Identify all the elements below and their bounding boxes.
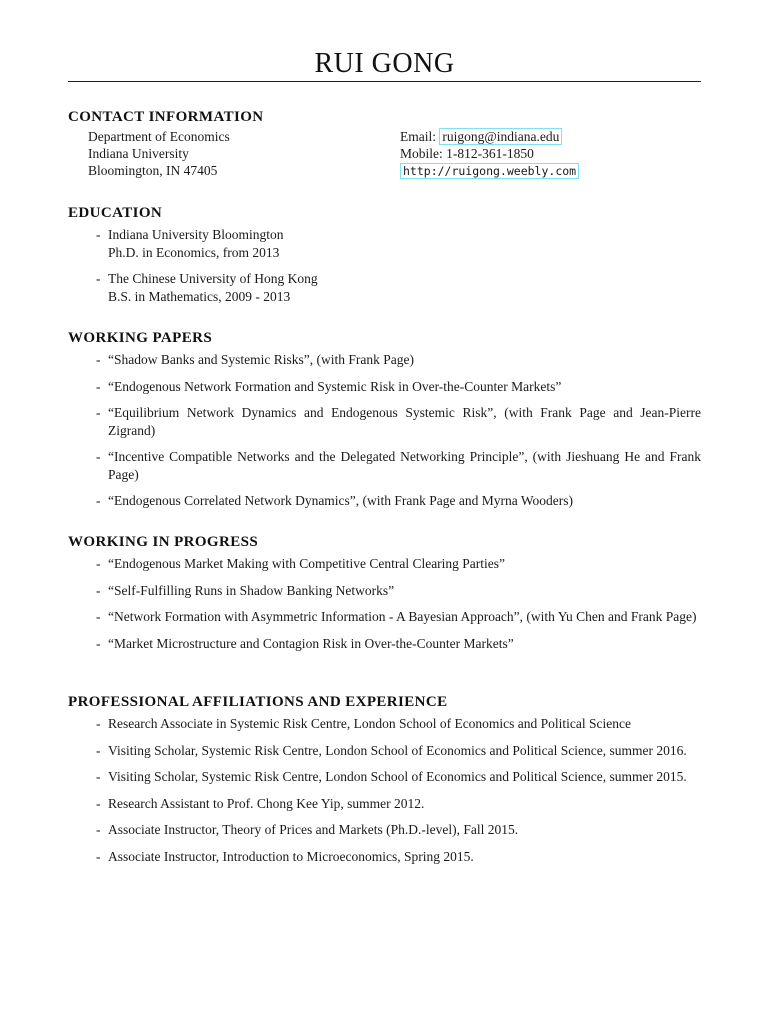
address-line: Indiana University (88, 146, 189, 161)
address-line: Bloomington, IN 47405 (88, 163, 218, 178)
paper-title: “Endogenous Market Making with Competitive Central Clearing Parties” (108, 556, 506, 571)
mobile-label: Mobile: (400, 146, 443, 161)
list-item (68, 608, 701, 626)
list-item (68, 848, 701, 866)
experience-entry: Visiting Scholar, Systemic Risk Centre, London School of Economics and Political Science, summer 2016. (108, 742, 687, 758)
list-item (68, 768, 701, 786)
paper-title: “Endogenous Network Formation and Systemic Risk in Over-the-Counter Markets” (108, 378, 562, 394)
working-papers-section (68, 328, 701, 519)
experience-entry: Research Associate in Systemic Risk Centre, London School of Economics and Political Science (108, 716, 632, 731)
list-item (68, 270, 701, 305)
education-school: The Chinese University of Hong Kong (108, 271, 318, 286)
bullet-dash: - (96, 227, 101, 242)
bullet-dash: - (96, 848, 101, 864)
experience-entry: Associate Instructor, Theory of Prices and Markets (Ph.D.-level), Fall 2015. (108, 822, 519, 837)
bullet-dash: - (96, 822, 101, 837)
website-row (400, 162, 579, 180)
mobile-value: 1-812-361-1850 (446, 146, 534, 161)
contact-details (400, 128, 579, 180)
address-line: Department of Economics (88, 129, 230, 144)
bullet-dash: - (96, 405, 101, 420)
list-item (68, 582, 701, 600)
paper-title: “Equilibrium Network Dynamics and Endogenous Systemic Risk”, (with Frank Page and Jean-Pierre Zigrand) (108, 405, 701, 438)
paper-title: “Shadow Banks and Systemic Risks”, (with Frank Page) (108, 352, 414, 367)
working-papers-heading: WORKING PAPERS (68, 330, 213, 346)
list-item (68, 795, 701, 813)
experience-entry: Research Assistant to Prof. Chong Kee Yip, summer 2012. (108, 795, 425, 811)
bullet-dash: - (96, 493, 101, 508)
list-item (68, 351, 701, 369)
title-rule (68, 81, 701, 82)
bullet-dash: - (96, 582, 101, 598)
experience-entry: Associate Instructor, Introduction to Microeconomics, Spring 2015. (108, 848, 474, 864)
bullet-dash: - (96, 769, 101, 784)
paper-title: “Network Formation with Asymmetric Information - A Bayesian Approach”, (with Yu Chen and Frank Page) (108, 609, 697, 624)
paper-title: “Self-Fulfilling Runs in Shadow Banking Networks” (108, 582, 395, 598)
email-link[interactable]: ruigong@indiana.edu (439, 128, 562, 145)
website-link[interactable]: http://ruigong.weebly.com (400, 163, 579, 179)
paper-title: “Endogenous Correlated Network Dynamics”, (with Frank Page and Myrna Wooders) (108, 493, 574, 508)
list-item (68, 715, 701, 733)
education-school: Indiana University Bloomington (108, 227, 284, 242)
affiliations-heading: PROFESSIONAL AFFILIATIONS AND EXPERIENCE (68, 694, 448, 710)
bullet-dash: - (96, 378, 101, 394)
email-row (400, 128, 579, 145)
list-item (68, 492, 701, 510)
bullet-dash: - (96, 609, 101, 624)
education-section (68, 203, 701, 314)
contact-address (88, 128, 230, 179)
bullet-dash: - (96, 635, 101, 651)
bullet-dash: - (96, 716, 101, 731)
bullet-dash: - (96, 449, 101, 464)
list-item (68, 635, 701, 653)
list-item (68, 226, 701, 261)
in-progress-heading: WORKING IN PROGRESS (68, 534, 259, 550)
contact-section (68, 107, 701, 187)
bullet-dash: - (96, 556, 101, 571)
email-label: Email: (400, 129, 436, 144)
education-degree: Ph.D. in Economics, from 2013 (108, 244, 280, 260)
list-item (68, 378, 701, 396)
bullet-dash: - (96, 795, 101, 811)
list-item (68, 404, 701, 439)
bullet-dash: - (96, 742, 101, 758)
experience-entry: Visiting Scholar, Systemic Risk Centre, London School of Economics and Political Science, summer 2015. (108, 769, 687, 784)
list-item (68, 742, 701, 760)
affiliations-section (68, 692, 701, 874)
paper-title: “Incentive Compatible Networks and the Delegated Networking Principle”, (with Jieshuang He and Frank Page) (108, 449, 701, 482)
mobile-row (400, 145, 579, 162)
list-item (68, 555, 701, 573)
list-item (68, 448, 701, 483)
bullet-dash: - (96, 352, 101, 367)
paper-title: “Market Microstructure and Contagion Risk in Over-the-Counter Markets” (108, 635, 514, 651)
education-heading: EDUCATION (68, 205, 163, 221)
list-item (68, 821, 701, 839)
in-progress-section (68, 532, 701, 661)
education-degree: B.S. in Mathematics, 2009 - 2013 (108, 288, 291, 304)
page-title: RUI GONG (314, 48, 455, 79)
contact-heading: CONTACT INFORMATION (68, 109, 264, 125)
bullet-dash: - (96, 271, 101, 286)
